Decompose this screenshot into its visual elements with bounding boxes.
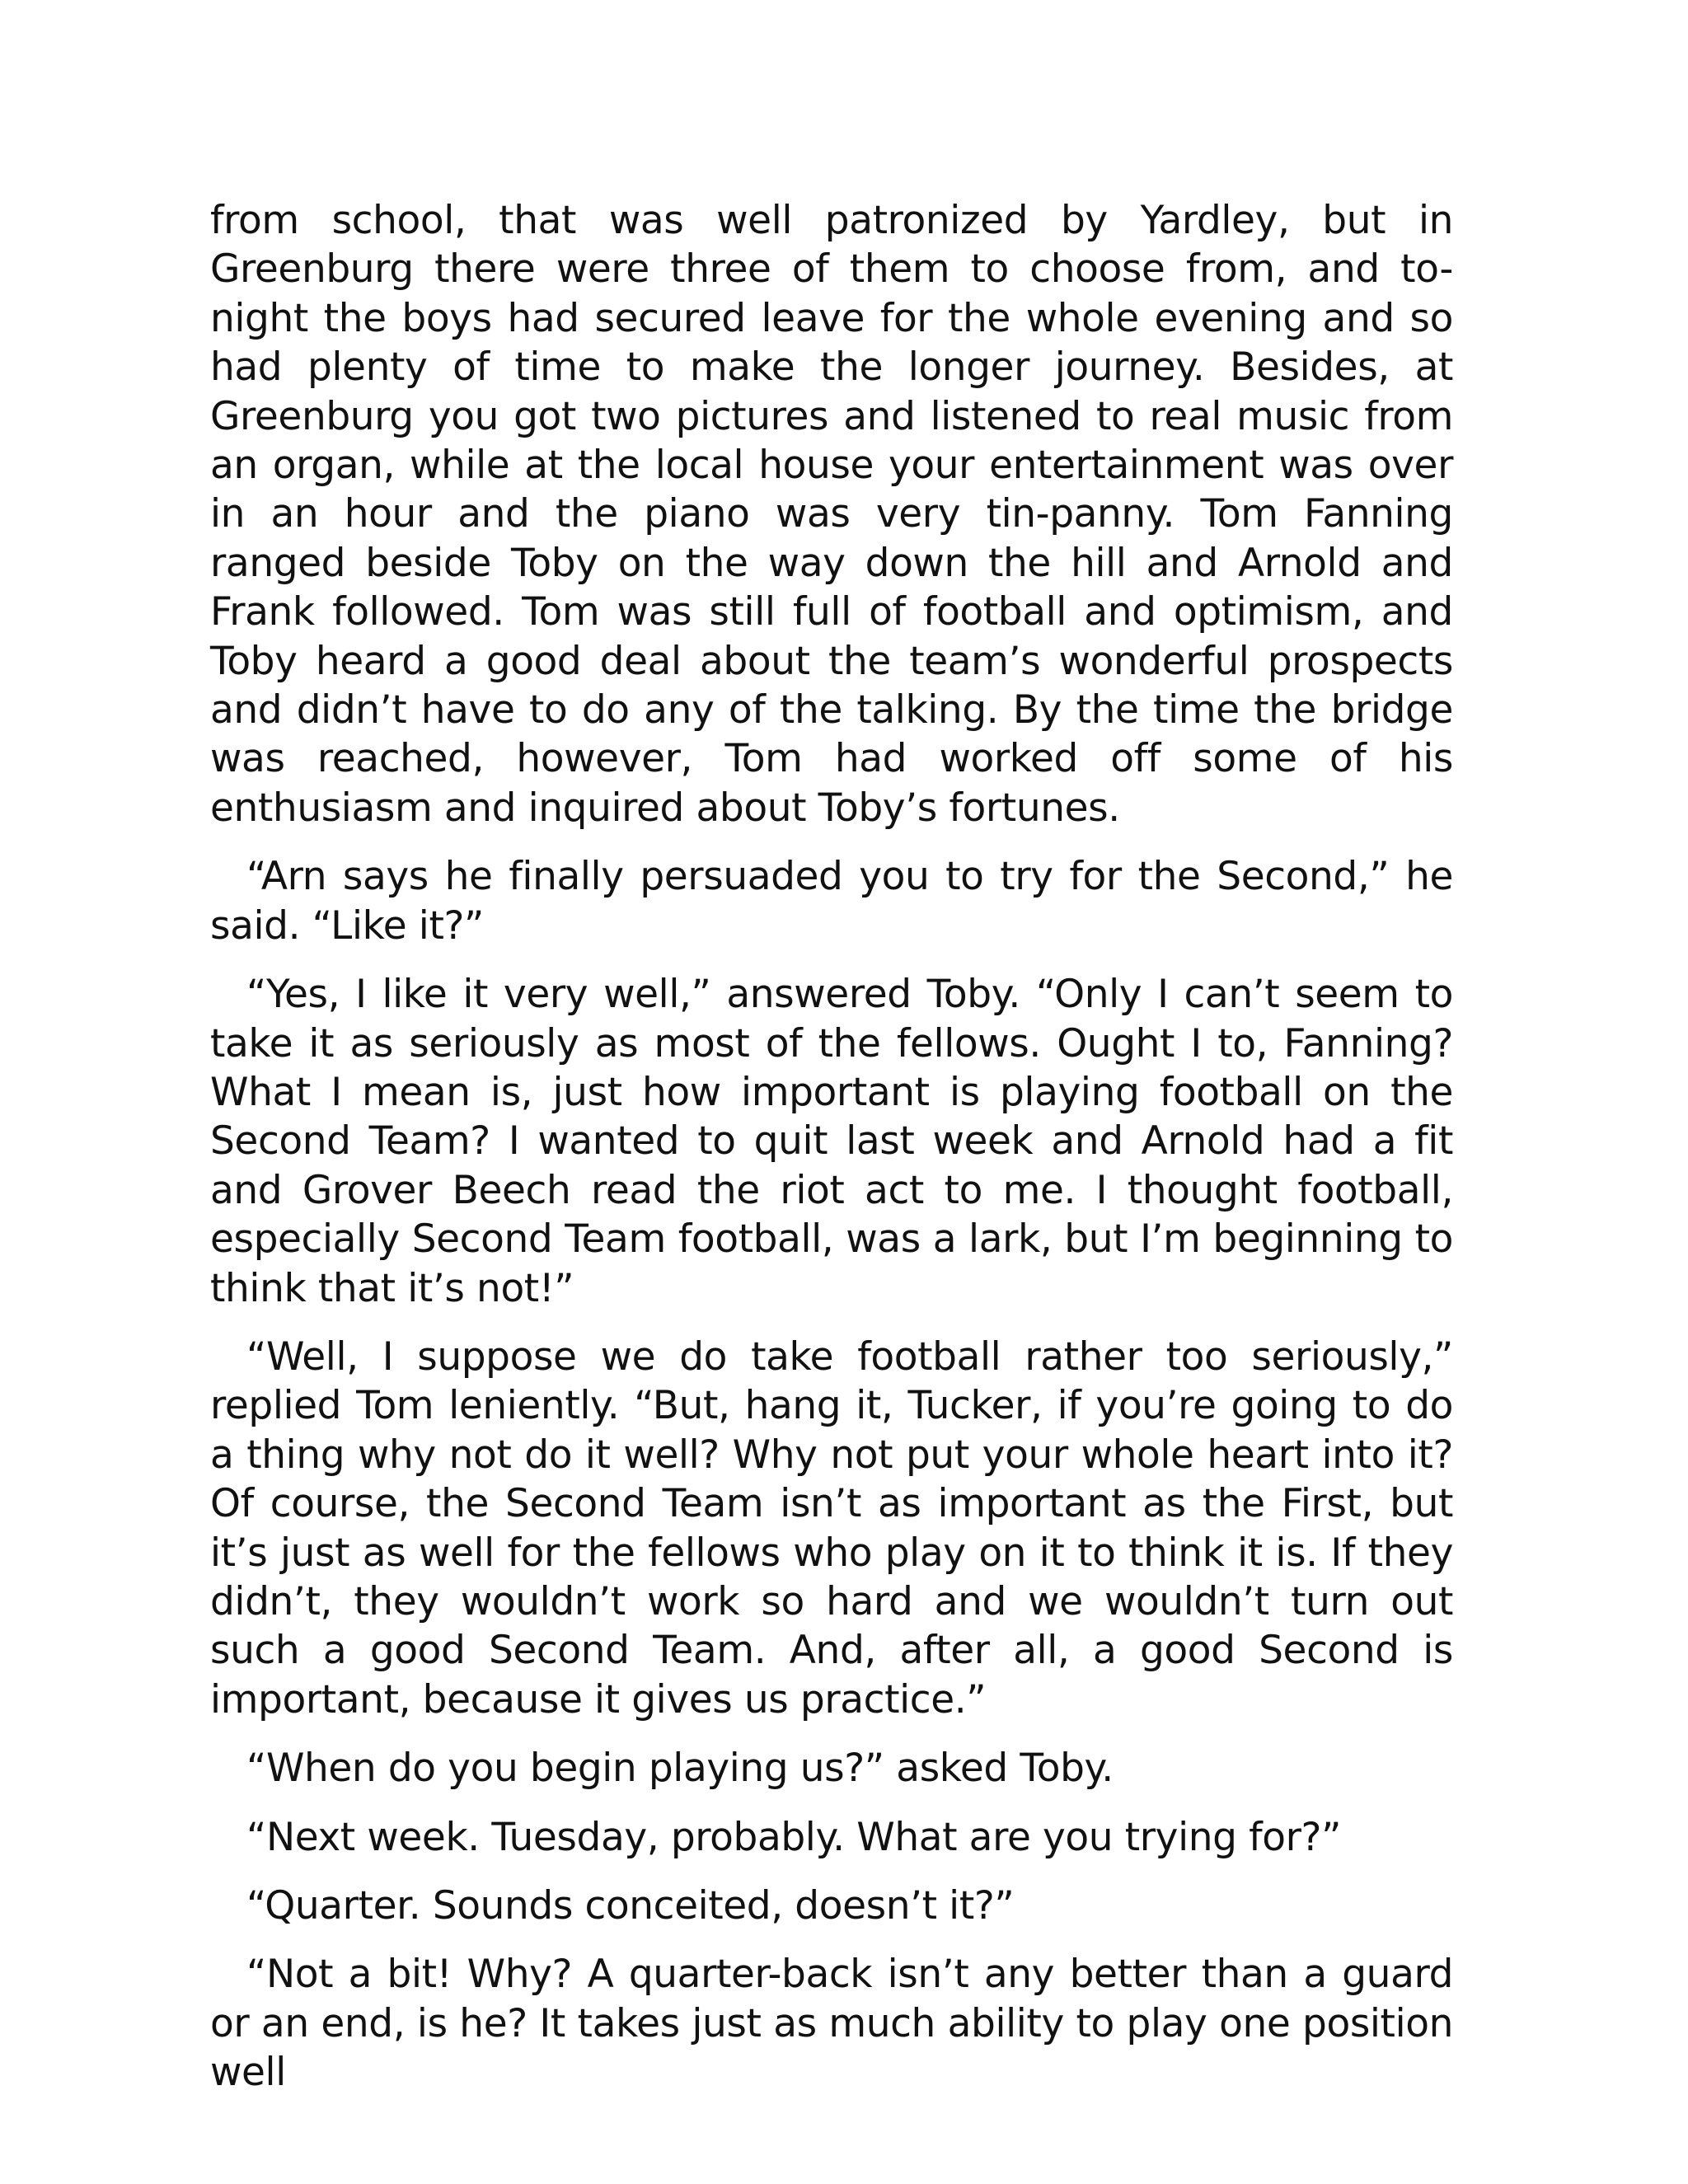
paragraph-1: from school, that was well patronized by Yardley, but in Greenburg there were three of them to choose from, and to-night the boys had secured leave for the whole evening and so had plenty of time to make the longer journey. Besides, at Greenburg you got two pictures and listened to real music from an organ, while at the local house your entertainment was over in an hour and the piano was very tin-panny. Tom Fanning ranged beside Toby on the way down the hill and Arnold and Frank followed. Tom was still full of football and optimism, and Toby heard a good deal about the team’s wonderful prospects and didn’t have to do any of the talking. By the time the bridge was reached, however, Tom had worked off some of his enthusiasm and inquired about Toby’s fortunes. bbox=[210, 198, 1453, 831]
paragraph-5: “When do you begin playing us?” asked Toby. bbox=[246, 1746, 1114, 1792]
paragraph-8: “Not a bit! Why? A quarter-back isn’t any better than a guard or an end, is he? It takes just as much ability to play one position well bbox=[210, 1952, 1453, 2096]
paragraph-6: “Next week. Tuesday, probably. What are you trying for?” bbox=[246, 1814, 1342, 1860]
paragraph-4: “Well, I suppose we do take football rather too seriously,” replied Tom leniently. “But, hang it, Tucker, if you’re going to do a thing why not do it well? Why not put your whole heart into it? Of course, the Second Team isn’t as important as the First, but it’s just as well for the fellows who play on it to think it is. If they didn’t, they wouldn’t work so hard and we wouldn’t turn out such a good Second Team. And, after all, a good Second is important, because it gives us practice.” bbox=[210, 1333, 1453, 1722]
paragraph-2: “Arn says he finally persuaded you to try for the Second,” he said. “Like it?” bbox=[210, 854, 1453, 949]
paragraph-7: “Quarter. Sounds conceited, doesn’t it?” bbox=[246, 1883, 1015, 1929]
paragraph-3: “Yes, I like it very well,” answered Toby. “Only I can’t seem to take it as seriously as most of the fellows. Ought I to, Fanning? What I mean is, just how important is playing football on the Second Team? I wanted to quit last week and Arnold had a fit and Grover Beech read the riot act to me. I thought football, especially Second Team football, was a lark, but I’m beginning to think that it’s not!” bbox=[210, 972, 1453, 1311]
page-text bbox=[210, 196, 1453, 2117]
